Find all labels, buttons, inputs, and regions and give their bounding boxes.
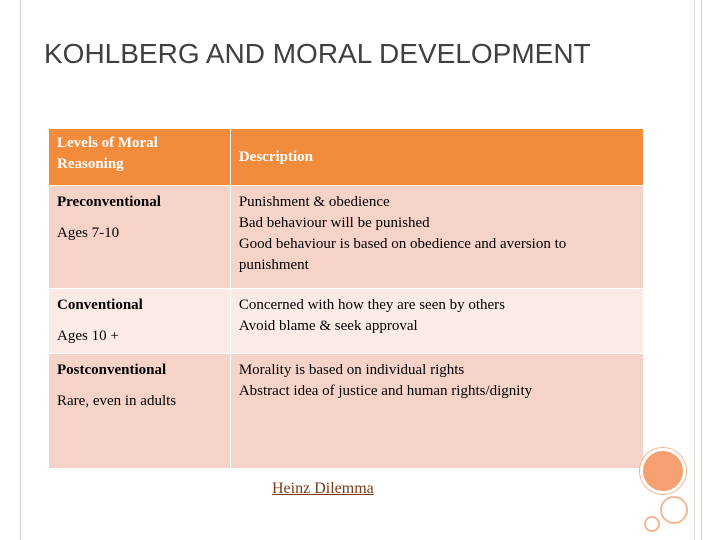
level-cell (49, 186, 231, 289)
table-header-row (49, 129, 644, 186)
level-cell (49, 354, 231, 469)
level-cell (49, 289, 231, 354)
decorative-circle-large (640, 448, 686, 494)
description-line: Punishment & obedience (238, 194, 390, 210)
description-line: Concerned with how they are seen by others (238, 297, 506, 313)
moral-development-table (48, 128, 644, 469)
level-name: Conventional (57, 297, 143, 313)
heinz-dilemma-link[interactable]: Heinz Dilemma (272, 480, 374, 497)
level-ages: Ages 10 + (57, 328, 119, 344)
level-ages: Ages 7-10 (57, 225, 120, 241)
header-description: Description (230, 129, 643, 186)
description-line: Bad behaviour will be punished (238, 215, 430, 231)
description-line: Morality is based on individual rights (238, 362, 465, 378)
decorative-circle-small (644, 516, 660, 532)
header-levels: Levels of Moral Reasoning (49, 129, 231, 186)
level-ages: Rare, even in adults (57, 393, 177, 409)
level-name: Preconventional (57, 194, 161, 210)
slide-title: KOHLBERG AND MORAL DEVELOPMENT (44, 38, 591, 69)
table-row (49, 354, 644, 469)
description-line: Avoid blame & seek approval (238, 318, 418, 334)
description-cell (230, 289, 643, 354)
table-row (49, 289, 644, 354)
table-row (49, 186, 644, 289)
description-cell (230, 186, 643, 289)
description-cell (230, 354, 643, 469)
decorative-circle-medium (660, 496, 688, 524)
description-line: Abstract idea of justice and human rights/dignity (238, 383, 533, 399)
description-line: Good behaviour is based on obedience and aversion to punishment (238, 236, 567, 273)
level-name: Postconventional (57, 362, 167, 378)
